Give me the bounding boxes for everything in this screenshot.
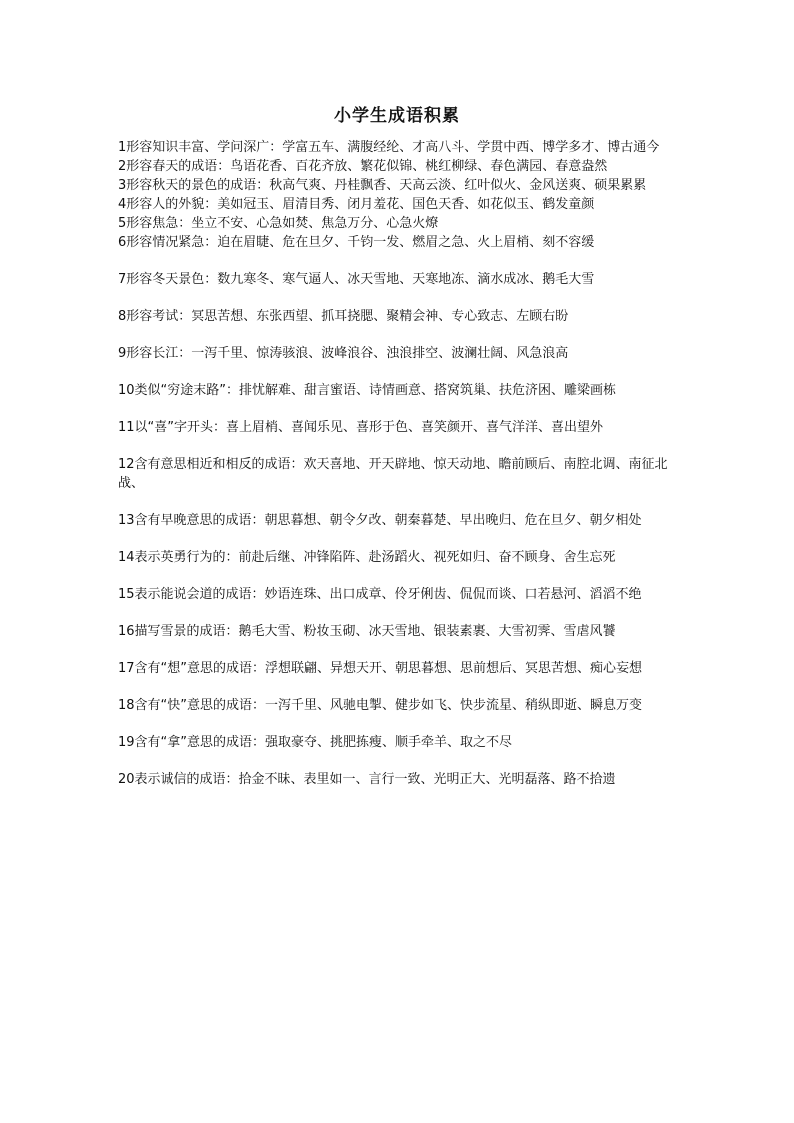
- idiom-list: [118, 138, 678, 789]
- list-item: 15表示能说会道的成语：妙语连珠、出口成章、伶牙俐齿、侃侃而谈、口若悬河、滔滔不绝: [118, 587, 642, 602]
- list-item: 17含有“想”意思的成语：浮想联翩、异想天开、朝思暮想、思前想后、冥思苦想、痴心妄想: [118, 661, 643, 676]
- list-item: 7形容冬天景色：数九寒冬、寒气逼人、冰天雪地、天寒地冻、滴水成冰、鹅毛大雪: [118, 272, 595, 287]
- list-item: 11以“喜”字开头：喜上眉梢、喜闻乐见、喜形于色、喜笑颜开、喜气洋洋、喜出望外: [118, 420, 604, 435]
- list-item: 1形容知识丰富、学问深广：学富五车、满腹经纶、才高八斗、学贯中西、博学多才、博古通今: [118, 140, 660, 155]
- list-item: 16描写雪景的成语：鹅毛大雪、粉妆玉砌、冰天雪地、银装素裹、大雪初霁、雪虐风饕: [118, 624, 616, 639]
- list-item: 14表示英勇行为的：前赴后继、冲锋陷阵、赴汤蹈火、视死如归、奋不顾身、舍生忘死: [118, 550, 616, 565]
- list-item: 6形容情况紧急：迫在眉睫、危在旦夕、千钧一发、燃眉之急、火上眉梢、刻不容缓: [118, 235, 595, 250]
- list-item: 8形容考试：冥思苦想、东张西望、抓耳挠腮、聚精会神、专心致志、左顾右盼: [118, 309, 569, 324]
- list-item: 19含有“拿”意思的成语：强取豪夺、挑肥拣瘦、顺手牵羊、取之不尽: [118, 735, 513, 750]
- list-item: 5形容焦急：坐立不安、心急如焚、焦急万分、心急火燎: [118, 216, 439, 231]
- list-item: 18含有“快”意思的成语：一泻千里、风驰电掣、健步如飞、快步流星、稍纵即逝、瞬息万变: [118, 698, 643, 713]
- list-item: 20表示诚信的成语：拾金不昧、表里如一、言行一致、光明正大、光明磊落、路不拾遗: [118, 772, 616, 787]
- document-title: 小学生成语积累: [334, 106, 460, 126]
- list-item: 2形容春天的成语：鸟语花香、百花齐放、繁花似锦、桃红柳绿、春色满园、春意盎然: [118, 159, 608, 174]
- list-item: 12含有意思相近和相反的成语：欢天喜地、开天辟地、惊天动地、瞻前顾后、南腔北调、南征北战、: [118, 457, 668, 491]
- list-item: 13含有早晚意思的成语：朝思暮想、朝令夕改、朝秦暮楚、早出晚归、危在旦夕、朝夕相处: [118, 513, 642, 528]
- list-item: 4形容人的外貌：美如冠玉、眉清目秀、闭月羞花、国色天香、如花似玉、鹤发童颜: [118, 197, 595, 212]
- list-item: 3形容秋天的景色的成语：秋高气爽、丹桂飘香、天高云淡、红叶似火、金风送爽、硕果累累: [118, 178, 647, 193]
- list-item: 9形容长江：一泻千里、惊涛骇浪、波峰浪谷、浊浪排空、波澜壮阔、风急浪高: [118, 346, 569, 361]
- list-item: 10类似“穷途末路”：排忧解难、甜言蜜语、诗情画意、搭窝筑巢、扶危济困、雕梁画栋: [118, 383, 617, 398]
